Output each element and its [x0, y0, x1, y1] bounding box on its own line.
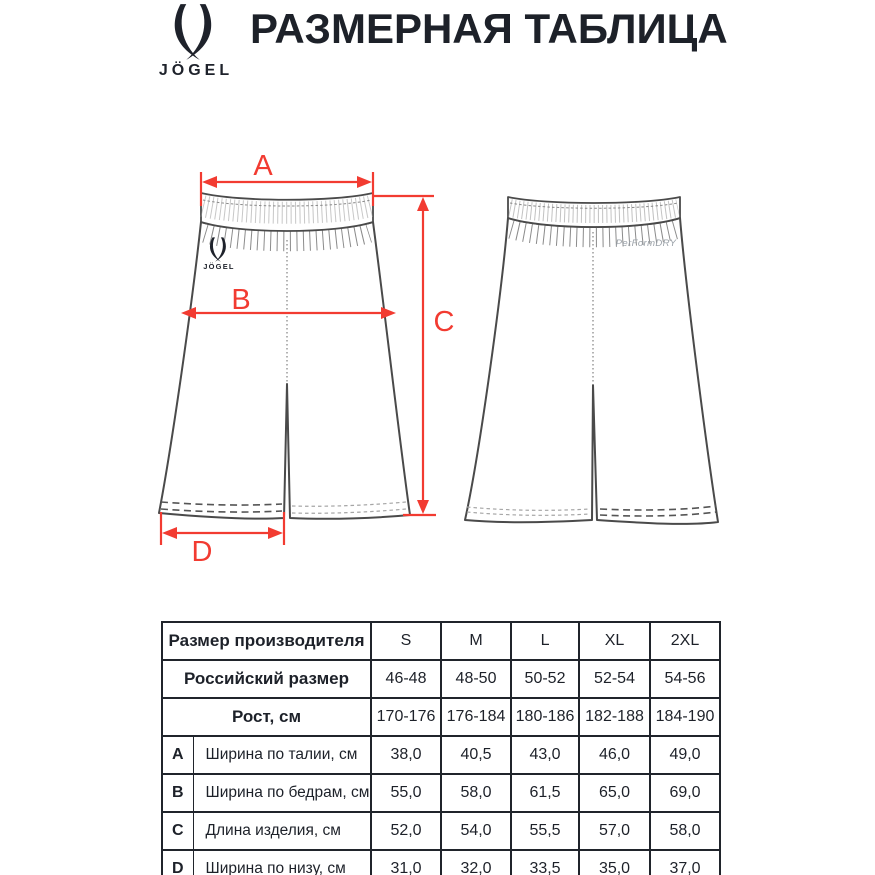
size-cell: 2XL: [650, 622, 720, 660]
waistband-shirring-back: [510, 208, 678, 214]
value-cell: 43,0: [511, 736, 579, 774]
measure-label-cell: Ширина по низу, см: [193, 850, 371, 875]
value-cell: 31,0: [371, 850, 441, 875]
value-cell: 52,0: [371, 812, 441, 850]
value-cell: 35,0: [579, 850, 650, 875]
jogel-logo-icon: [168, 3, 218, 61]
fabric-technology-label: PerFormDRY: [615, 238, 677, 249]
row-label: Российский размер: [162, 660, 371, 698]
dimension-d-label: D: [191, 536, 213, 568]
dimension-c-label: C: [433, 306, 455, 338]
value-cell: 65,0: [579, 774, 650, 812]
size-cell: XL: [579, 622, 650, 660]
value-cell: 61,5: [511, 774, 579, 812]
value-cell: 37,0: [650, 850, 720, 875]
value-cell: 69,0: [650, 774, 720, 812]
value-cell: 180-186: [511, 698, 579, 736]
row-label: Размер производителя: [162, 622, 371, 660]
dimension-letter-cell: B: [162, 774, 193, 812]
table-row-waist-width: [162, 736, 720, 774]
dimension-letter-cell: C: [162, 812, 193, 850]
row-label: Рост, см: [162, 698, 371, 736]
dimension-letter-cell: D: [162, 850, 193, 875]
front-view-drawing: [140, 145, 460, 571]
measure-label-cell: Ширина по талии, см: [193, 736, 371, 774]
value-cell: 49,0: [650, 736, 720, 774]
value-cell: 58,0: [441, 774, 511, 812]
value-cell: 50-52: [511, 660, 579, 698]
value-cell: 54,0: [441, 812, 511, 850]
value-cell: 182-188: [579, 698, 650, 736]
measure-label-cell: Ширина по бедрам, см: [193, 774, 371, 812]
value-cell: 170-176: [371, 698, 441, 736]
measure-label-cell: Длина изделия, см: [193, 812, 371, 850]
garment-logo-text: JÖGEL: [203, 262, 235, 271]
brand-wordmark: JÖGEL: [158, 62, 234, 79]
value-cell: 32,0: [441, 850, 511, 875]
value-cell: 184-190: [650, 698, 720, 736]
table-row-bottom-width: [162, 850, 720, 875]
table-row-garment-length: [162, 812, 720, 850]
dimension-letter-cell: A: [162, 736, 193, 774]
size-cell: S: [371, 622, 441, 660]
value-cell: 57,0: [579, 812, 650, 850]
table-row-hip-width: [162, 774, 720, 812]
table-row-russian-size: [162, 660, 720, 698]
value-cell: 55,0: [371, 774, 441, 812]
front-garment-outline: [159, 222, 410, 519]
value-cell: 176-184: [441, 698, 511, 736]
table-row-manufacturer-size: [162, 622, 720, 660]
table-row-height: [162, 698, 720, 736]
size-cell: L: [511, 622, 579, 660]
value-cell: 54-56: [650, 660, 720, 698]
size-table: [161, 621, 721, 875]
value-cell: 40,5: [441, 736, 511, 774]
value-cell: 38,0: [371, 736, 441, 774]
value-cell: 58,0: [650, 812, 720, 850]
dimension-b-label: B: [231, 284, 251, 316]
back-view-drawing: [450, 180, 740, 532]
dimension-a-label: A: [253, 150, 273, 182]
value-cell: 46,0: [579, 736, 650, 774]
dimension-d: [161, 512, 284, 568]
size-cell: M: [441, 622, 511, 660]
value-cell: 52-54: [579, 660, 650, 698]
value-cell: 48-50: [441, 660, 511, 698]
back-garment-outline: [465, 218, 718, 524]
value-cell: 55,5: [511, 812, 579, 850]
page-title: РАЗМЕРНАЯ ТАБЛИЦА: [250, 5, 728, 52]
value-cell: 33,5: [511, 850, 579, 875]
value-cell: 46-48: [371, 660, 441, 698]
